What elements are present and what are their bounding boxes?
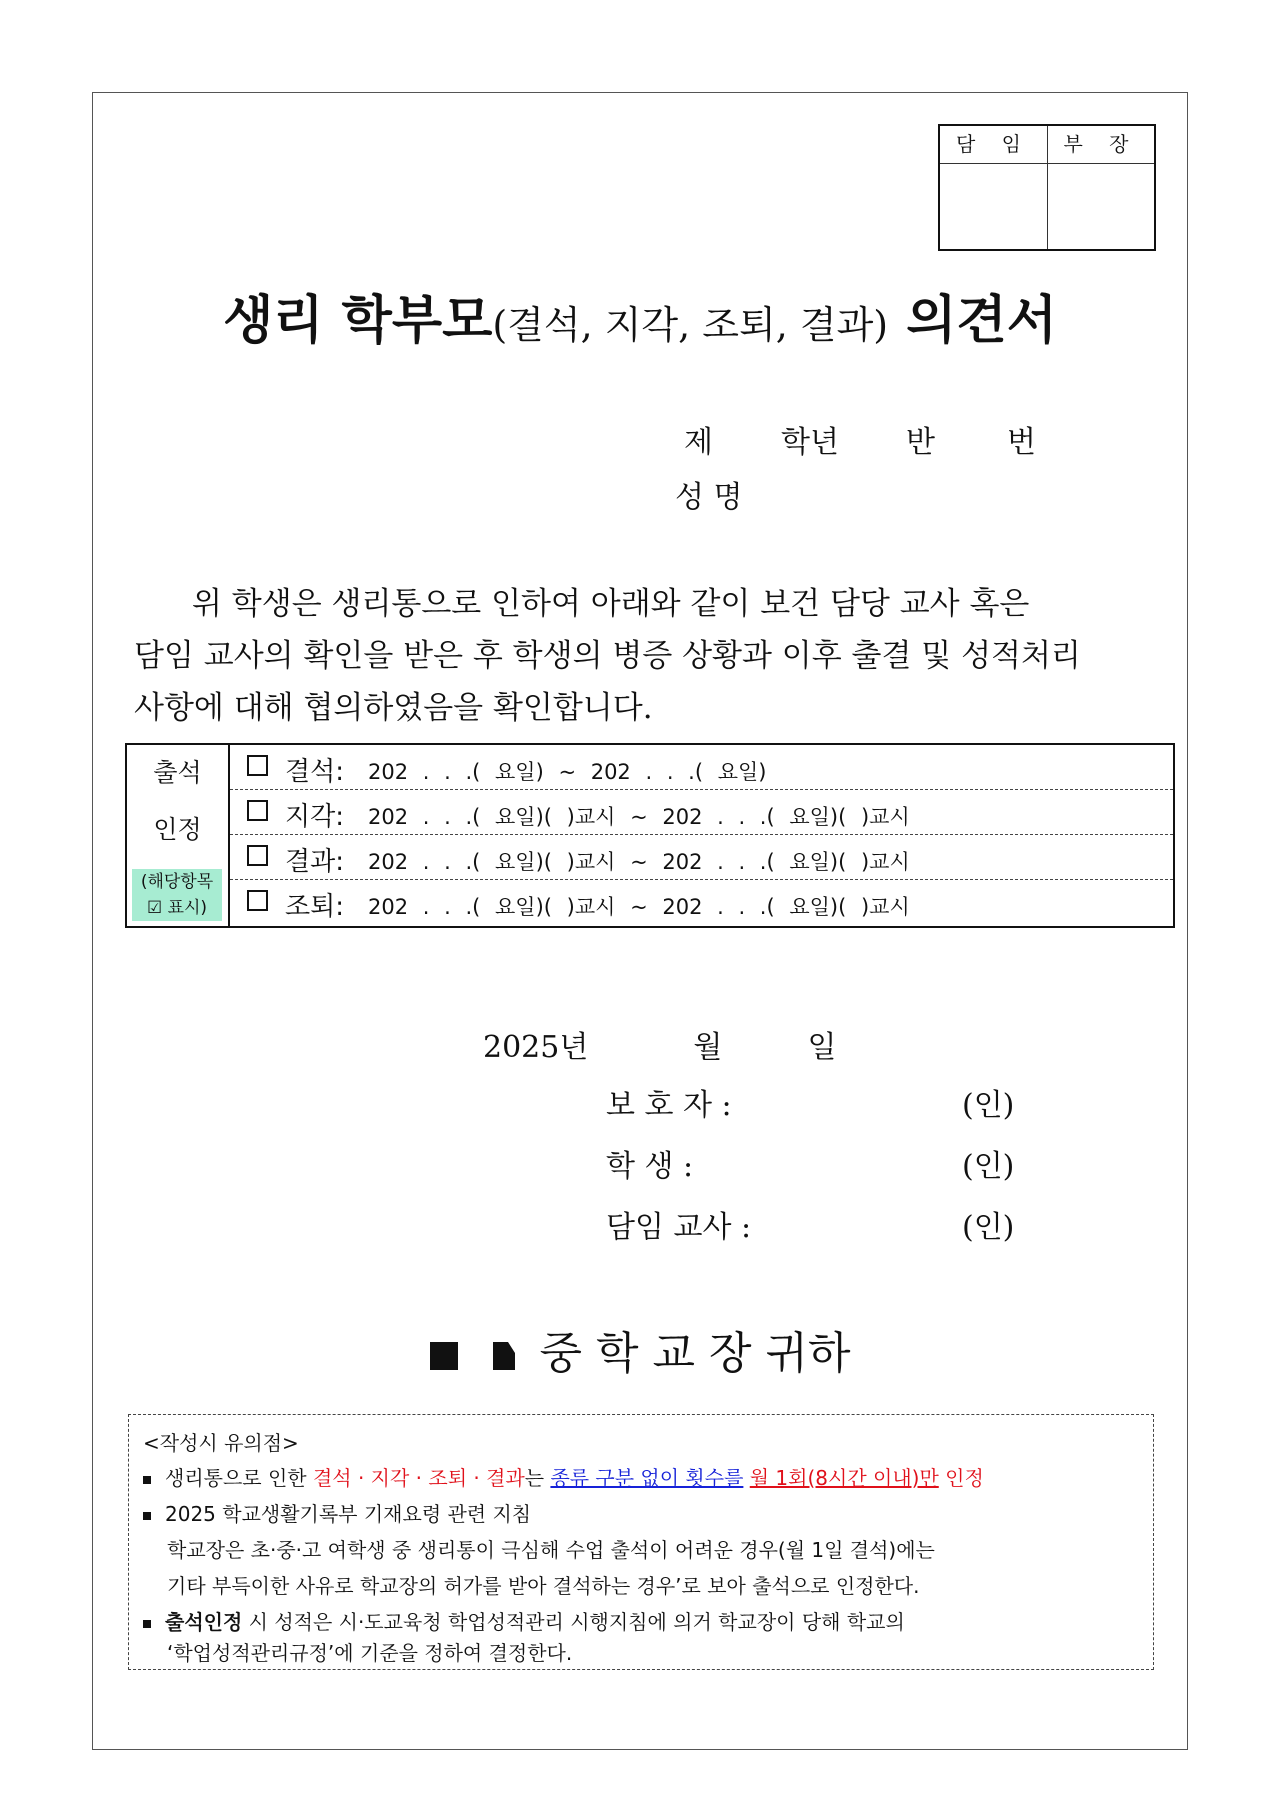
date-line <box>483 1022 836 1066</box>
note-item-3-line-2: ‘학업성적관리규정’에 기준을 정하여 결정한다. <box>167 1641 573 1665</box>
date-month: 월 <box>693 1030 723 1065</box>
bullet-icon <box>143 1476 151 1484</box>
attendance-row-absence <box>230 745 1173 790</box>
school-emblem-icon <box>492 1341 516 1371</box>
note-item-1: 생리통으로 인한 결석 · 지각 · 조퇴 · 결과는 종류 구분 없이 횟수를 월 1회(8시간 이내)만 인정 <box>143 1462 984 1491</box>
title-main-suffix: 의견서 <box>906 290 1057 351</box>
homeroom-sign-cell[interactable] <box>940 164 1048 249</box>
note-item-2-line-1: 학교장은 초·중·고 여학생 중 생리통이 극심해 수업 출석이 어려운 경우(월 1일 결석)에는 <box>167 1538 935 1562</box>
addressee-line <box>0 1317 1280 1381</box>
guardian-signature-line <box>606 1080 761 1124</box>
page-title <box>0 278 1280 353</box>
note-item-2: 2025 학교생활기록부 기재요령 관련 지침 <box>143 1498 531 1527</box>
bullet-icon <box>143 1512 151 1520</box>
square-bullet-icon <box>430 1342 458 1370</box>
student-seal[interactable]: (인) <box>962 1149 1015 1184</box>
date-range: 202 . . .( 요일) ~ 202 . . .( 요일) <box>368 760 767 784</box>
attendance-row-early-leave <box>230 880 1173 925</box>
body-line-3: 사항에 대해 협의하였음을 확인합니다. <box>134 690 653 726</box>
row-label: 조퇴: <box>285 892 344 922</box>
row-label: 지각: <box>285 802 344 832</box>
signature-label: 보 호 자 : <box>606 1088 732 1123</box>
confirmation-text <box>134 578 1150 734</box>
bullet-icon <box>143 1620 151 1628</box>
approval-box <box>938 124 1156 251</box>
title-main-prefix: 생리 학부모 <box>223 290 493 351</box>
row-label: 결과: <box>285 847 344 877</box>
absence-checkbox[interactable] <box>247 755 268 776</box>
head-label: 부 장 <box>1048 126 1154 164</box>
side-label-attendance: 출석 <box>153 758 202 787</box>
side-label-recognition: 인정 <box>153 815 202 844</box>
signature-label: 학 생 : <box>606 1149 694 1184</box>
attendance-side-header <box>127 745 230 926</box>
body-line-2: 담임 교사의 확인을 받은 후 학생의 병증 상황과 이후 출결 및 성적처리 <box>134 638 1081 674</box>
title-sub: (결석, 지각, 조퇴, 결과) <box>492 303 889 347</box>
head-sign-cell[interactable] <box>1048 164 1154 249</box>
date-range: 202 . . .( 요일)( )교시 ~ 202 . . .( 요일)( )교시 <box>368 850 910 874</box>
teacher-seal[interactable]: (인) <box>962 1210 1015 1245</box>
date-range: 202 . . .( 요일)( )교시 ~ 202 . . .( 요일)( )교시 <box>368 895 910 919</box>
notes-heading: <작성시 유의점> <box>143 1431 299 1455</box>
check-instruction: (해당항목 ☑ 표시) <box>132 869 222 921</box>
student-signature-line <box>606 1141 761 1185</box>
grade-unit: 학년 <box>781 425 839 460</box>
attendance-table <box>125 743 1175 928</box>
attendance-row-class-absence <box>230 835 1173 880</box>
notes-box <box>128 1414 1154 1670</box>
date-range: 202 . . .( 요일)( )교시 ~ 202 . . .( 요일)( )교시 <box>368 805 910 829</box>
date-day: 일 <box>807 1030 837 1065</box>
body-line-1: 위 학생은 생리통으로 인하여 아래와 같이 보건 담당 교사 혹은 <box>192 586 1030 622</box>
class-unit: 반 <box>906 425 935 460</box>
guardian-seal[interactable]: (인) <box>962 1088 1015 1123</box>
name-label: 성 명 <box>675 480 743 515</box>
addressee-text: 중 학 교 장 귀하 <box>539 1328 851 1379</box>
early-leave-checkbox[interactable] <box>247 890 268 911</box>
date-year: 2025년 <box>483 1030 589 1065</box>
row-label: 결석: <box>285 757 344 787</box>
number-unit: 번 <box>1007 425 1036 460</box>
note-item-3: 출석인정 시 성적은 시·도교육청 학업성적관리 시행지침에 의거 학교장이 당해 학교의 <box>143 1606 905 1635</box>
teacher-signature-line <box>606 1202 761 1246</box>
attendance-row-tardy <box>230 790 1173 835</box>
homeroom-label: 담 임 <box>940 126 1048 164</box>
tardy-checkbox[interactable] <box>247 800 268 821</box>
signature-label: 담임 교사 : <box>606 1210 752 1245</box>
class-absence-checkbox[interactable] <box>247 845 268 866</box>
grade-label: 제 <box>684 425 713 460</box>
note-item-2-line-2: 기타 부득이한 사유로 학교장의 허가를 받아 결석하는 경우’로 보아 출석으로 인정한다. <box>167 1574 920 1598</box>
